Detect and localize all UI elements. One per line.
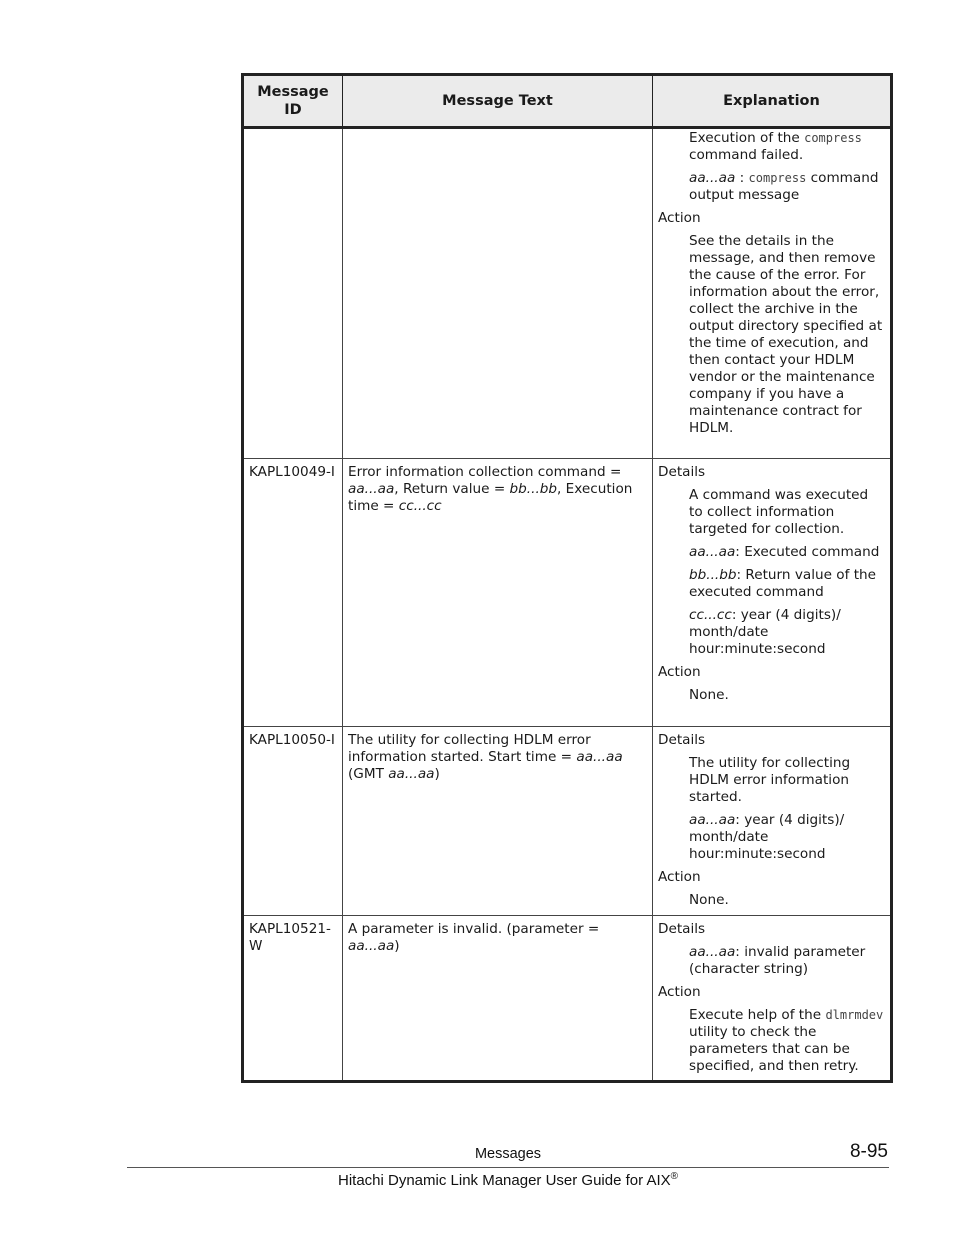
header-message-id: Message ID xyxy=(243,75,343,128)
explanation-cell: Details A command was executed to collect information targeted for collection. aa...aa: Executed command bb...bb: Return value of the executed command cc...cc: year (4 digits)/ month/date hour:minute:second Action None. xyxy=(653,459,892,727)
explanation-cell: Details aa...aa: invalid parameter (character string) Action Execute help of the dlmrmdev utility to check the parameters that can be specified, and then retry. xyxy=(653,916,892,1082)
table-row xyxy=(243,459,892,727)
footer-section-name: Messages xyxy=(474,1146,542,1162)
explanation-cell: Details The utility for collecting HDLM error information started. aa...aa: year (4 digits)/ month/date hour:minute:second Action None. xyxy=(653,727,892,916)
header-explanation: Explanation xyxy=(653,75,892,128)
message-text-cell: A parameter is invalid. (parameter = aa...aa) xyxy=(343,916,653,1082)
footer-divider xyxy=(127,1167,889,1168)
message-id-cell: KAPL10521-W xyxy=(243,916,343,1082)
book-title-text: Hitachi Dynamic Link Manager User Guide for AIX xyxy=(337,1172,671,1189)
registered-mark: ® xyxy=(670,1171,679,1182)
table-row xyxy=(243,727,892,916)
message-text-cell xyxy=(343,128,653,459)
table-header-row xyxy=(243,75,892,128)
message-text-cell: The utility for collecting HDLM error information started. Start time = aa...aa (GMT aa...aa) xyxy=(343,727,653,916)
page-number: 8-95 xyxy=(849,1141,888,1162)
header-message-text: Message Text xyxy=(343,75,653,128)
message-id-cell: KAPL10049-I xyxy=(243,459,343,727)
message-id-cell xyxy=(243,128,343,459)
table-row xyxy=(243,128,892,459)
explanation-cell: Execution of the compress command failed. aa...aa : compress command output message Action See the details in the message, and then remove the cause of the error. For information about the error, collect the archive in the output directory specified at the time of execution, and then contact your HDLM vendor or the maintenance company if you have a maintenance contract for HDLM. xyxy=(653,128,892,459)
table-row xyxy=(243,916,892,1082)
message-table xyxy=(241,73,893,1083)
book-title xyxy=(338,1171,678,1189)
message-text-cell: Error information collection command = aa...aa, Return value = bb...bb, Execution time = cc...cc xyxy=(343,459,653,727)
message-id-cell: KAPL10050-I xyxy=(243,727,343,916)
